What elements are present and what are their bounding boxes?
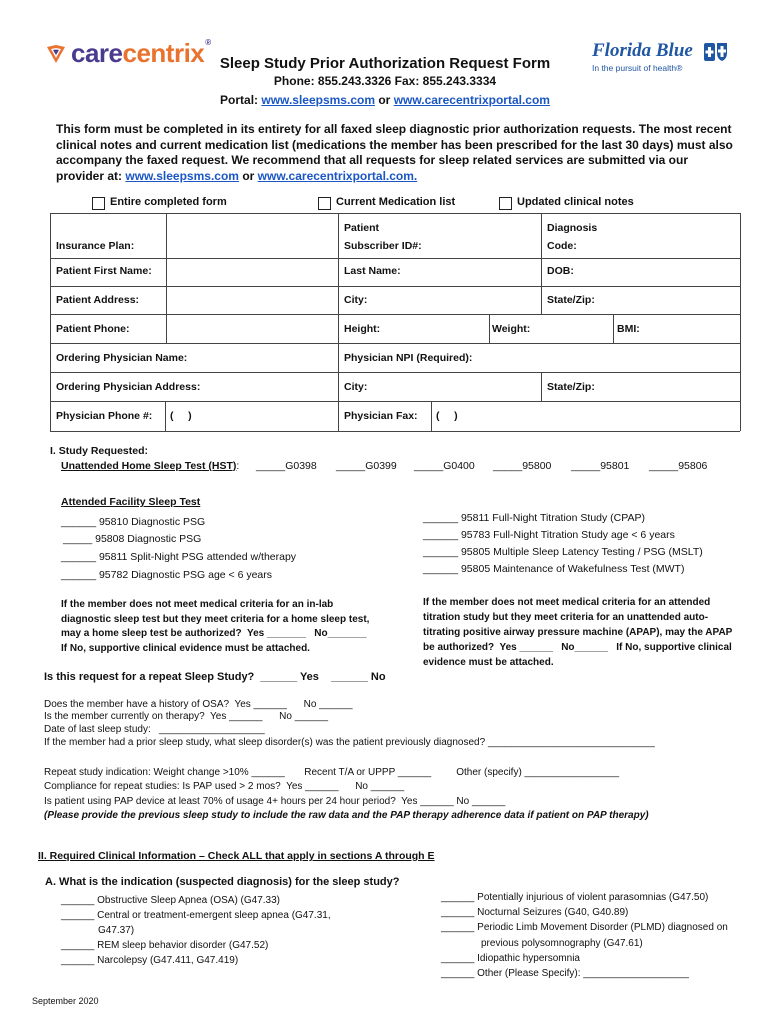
option-rem-behavior[interactable]: ______ REM sleep behavior disorder (G47.52) — [61, 940, 269, 951]
compliance-question[interactable]: Compliance for repeat studies: Is PAP used > 2 mos? Yes ______ No ______ — [44, 781, 405, 792]
on-therapy-question[interactable]: Is the member currently on therapy? Yes ______ No ______ — [44, 711, 329, 722]
section-a-heading: A. What is the indication (suspected diagnosis) for the sleep study? — [45, 876, 400, 888]
section-a-left-options — [61, 893, 331, 968]
hst-code-g0399[interactable]: _____G0399 — [336, 460, 397, 472]
checkbox-entire-form[interactable] — [92, 197, 105, 210]
hst-note-line-3[interactable]: may a home sleep test be authorized? Yes _______ No_______ — [61, 628, 367, 639]
section-a-right-options — [441, 890, 728, 981]
hst-note-line-1: If the member does not meet medical criteria for an in-lab — [61, 599, 334, 610]
intro-or: or — [242, 168, 255, 183]
repeat-indication[interactable]: Repeat study indication: Weight change >10% ______ Recent T/A or UPPP ______ Other (specify) _________________ — [44, 767, 620, 778]
afst-option-95811-full[interactable]: ______ 95811 Full-Night Titration Study (CPAP) — [423, 512, 645, 524]
apap-note-line-4[interactable]: be authorized? Yes ______ No______ If No, supportive clinical — [423, 642, 732, 653]
hst-note-line-4: If No, supportive clinical evidence must be attached. — [61, 642, 310, 654]
hst-code-95801[interactable]: _____95801 — [571, 460, 630, 472]
previous-study-note: (Please provide the previous sleep study to include the raw data and the PAP therapy adherence data if patient on PAP therapy) — [44, 810, 649, 821]
subscriber-id-label-2: Subscriber ID#: — [344, 240, 422, 252]
portal-label: Portal: — [220, 93, 259, 107]
page-title: Sleep Study Prior Authorization Request Form — [219, 55, 551, 72]
clinical-info-heading: II. Required Clinical Information – Check ALL that apply in sections A through E — [38, 850, 435, 862]
intro-paragraph — [56, 122, 736, 184]
option-central-apnea-cont: G47.37) — [98, 925, 135, 936]
florida-blue-tagline: In the pursuit of health — [592, 63, 677, 73]
first-name-label: Patient First Name: — [56, 265, 152, 277]
city-label: City: — [344, 294, 368, 306]
afst-option-95782[interactable]: ______ 95782 Diagnostic PSG age < 6 years — [61, 569, 273, 581]
afst-label: Attended Facility Sleep Test — [61, 496, 201, 508]
ordering-physician-address-label: Ordering Physician Address: — [56, 381, 201, 393]
diagnosis-code-label-2: Code: — [547, 240, 577, 252]
option-other[interactable]: ______ Other (Please Specify): ___________________ — [441, 968, 689, 980]
insurance-plan-label: Insurance Plan: — [56, 240, 135, 252]
option-parasomnias[interactable]: ______ Potentially injurious of violent parasomnias (G47.50) — [441, 892, 709, 903]
repeat-study-question[interactable]: Is this request for a repeat Sleep Study? ______ Yes ______ No — [44, 671, 386, 683]
logo-centrix-text: centrix — [122, 38, 205, 68]
diagnosis-code-label-1: Diagnosis — [547, 222, 598, 234]
physician-fax-label: Physician Fax: — [344, 410, 418, 422]
portal-or: or — [378, 93, 391, 107]
contact-phone-fax: Phone: 855.243.3326 Fax: 855.243.3334 — [273, 74, 497, 88]
study-requested-heading: I. Study Requested: — [50, 445, 149, 457]
option-narcolepsy[interactable]: ______ Narcolepsy (G47.411, G47.419) — [61, 955, 239, 966]
insurance-plan-field[interactable] — [167, 214, 337, 257]
prior-diagnosis-question[interactable]: If the member had a prior sleep study, what sleep disorder(s) was the patient previously diagnosed? ______________________________ — [44, 737, 655, 748]
patient-phone-label: Patient Phone: — [56, 323, 130, 335]
dob-label: DOB: — [547, 265, 574, 277]
option-central-apnea[interactable]: ______ Central or treatment-emergent sleep apnea (G47.31, — [61, 910, 331, 921]
physician-fax-paren[interactable]: ( ) — [436, 410, 458, 422]
checkbox-medication-list[interactable] — [318, 197, 331, 210]
physician-npi-label: Physician NPI (Required): — [344, 352, 473, 364]
osa-history-question[interactable]: Does the member have a history of OSA? Yes ______ No ______ — [44, 699, 353, 710]
footer-date: September 2020 — [32, 996, 99, 1006]
portal-link-sleepsms[interactable]: www.sleepsms.com — [261, 93, 375, 107]
physician-city-label: City: — [344, 381, 368, 393]
pap-usage-question[interactable]: Is patient using PAP device at least 70% of usage 4+ hours per 24 hour period? Yes ______ No ______ — [44, 796, 506, 807]
option-idiopathic-hypersomnia[interactable]: ______ Idiopathic hypersomnia — [441, 952, 580, 964]
last-sleep-study-date[interactable]: Date of last sleep study: ___________________ — [44, 724, 265, 735]
physician-phone-label: Physician Phone #: — [56, 410, 153, 422]
hst-code-95806[interactable]: _____95806 — [649, 460, 708, 472]
intro-link-sleepsms[interactable]: www.sleepsms.com — [125, 168, 239, 183]
bmi-label: BMI: — [617, 323, 640, 335]
weight-label: Weight: — [492, 323, 531, 335]
florida-blue-tm: ® — [676, 63, 683, 73]
physician-state-zip-label: State/Zip: — [547, 381, 595, 393]
subscriber-id-label-1: Patient — [344, 222, 380, 234]
logo-care-text: care — [71, 38, 123, 68]
last-name-label: Last Name: — [344, 265, 401, 277]
afst-option-95810[interactable]: ______ 95810 Diagnostic PSG — [61, 516, 206, 528]
hst-note-line-2: diagnostic sleep test but they meet criteria for a home sleep test, — [61, 613, 370, 625]
hst-code-95800[interactable]: _____95800 — [493, 460, 552, 472]
portal-line — [0, 93, 770, 107]
option-plmd-cont: previous polysomnography (G47.61) — [481, 937, 643, 949]
florida-blue-name: Florida Blue — [592, 40, 693, 61]
hst-authorization-note — [61, 598, 369, 656]
state-zip-label: State/Zip: — [547, 294, 595, 306]
hst-colon: : — [236, 460, 240, 472]
portal-link-carecentrix[interactable]: www.carecentrixportal.com — [393, 93, 550, 107]
ordering-physician-name-label: Ordering Physician Name: — [56, 352, 188, 364]
apap-note-line-2: titration study but they meet criteria for an unattended auto- — [423, 612, 709, 623]
apap-note-line-5: evidence must be attached. — [423, 657, 554, 668]
intro-text: This form must be completed in its entirety for all faxed sleep diagnostic prior authorization requests. The most recent clinical notes and current medication list (medications the member has been prescribed for the last 30 days) must also accompany the faxed request. We recommend that all requests for sleep related services are submitted via our provider at: — [56, 122, 733, 183]
intro-link-carecentrix[interactable]: www.carecentrixportal.com. — [257, 168, 418, 183]
checkbox-entire-form-label: Entire completed form — [110, 196, 227, 208]
address-label: Patient Address: — [56, 294, 140, 306]
afst-option-95808[interactable]: _____ 95808 Diagnostic PSG — [63, 533, 202, 545]
afst-option-95805-mslt[interactable]: ______ 95805 Multiple Sleep Latency Testing / PSG (MSLT) — [423, 546, 703, 558]
afst-option-95805-mwt[interactable]: ______ 95805 Maintenance of Wakefulness Test (MWT) — [423, 563, 685, 575]
afst-option-95783[interactable]: ______ 95783 Full-Night Titration Study age < 6 years — [423, 529, 675, 541]
checkbox-medication-list-label: Current Medication list — [336, 196, 456, 208]
checkbox-clinical-notes[interactable] — [499, 197, 512, 210]
hst-code-g0400[interactable]: _____G0400 — [414, 460, 475, 472]
apap-note-line-1: If the member does not meet medical criteria for an attended — [423, 597, 711, 608]
apap-authorization-note — [423, 595, 732, 670]
height-label: Height: — [344, 323, 381, 335]
checkbox-clinical-notes-label: Updated clinical notes — [517, 196, 634, 208]
apap-note-line-3: titrating positive airway pressure machine (APAP), may the APAP — [423, 627, 733, 638]
afst-option-95811-split[interactable]: ______ 95811 Split-Night PSG attended w/therapy — [61, 551, 297, 563]
hst-line — [61, 460, 239, 472]
option-osa[interactable]: ______ Obstructive Sleep Apnea (OSA) (G47.33) — [61, 895, 281, 906]
hst-label: Unattended Home Sleep Test (HST) — [61, 460, 237, 472]
option-nocturnal-seizures[interactable]: ______ Nocturnal Seizures (G40, G40.89) — [441, 907, 629, 919]
hst-code-g0398[interactable]: _____G0398 — [256, 460, 317, 472]
option-plmd[interactable]: ______ Periodic Limb Movement Disorder (PLMD) diagnosed on — [441, 922, 728, 934]
physician-phone-paren[interactable]: ( ) — [170, 410, 192, 422]
logo-tm: ® — [205, 38, 211, 47]
